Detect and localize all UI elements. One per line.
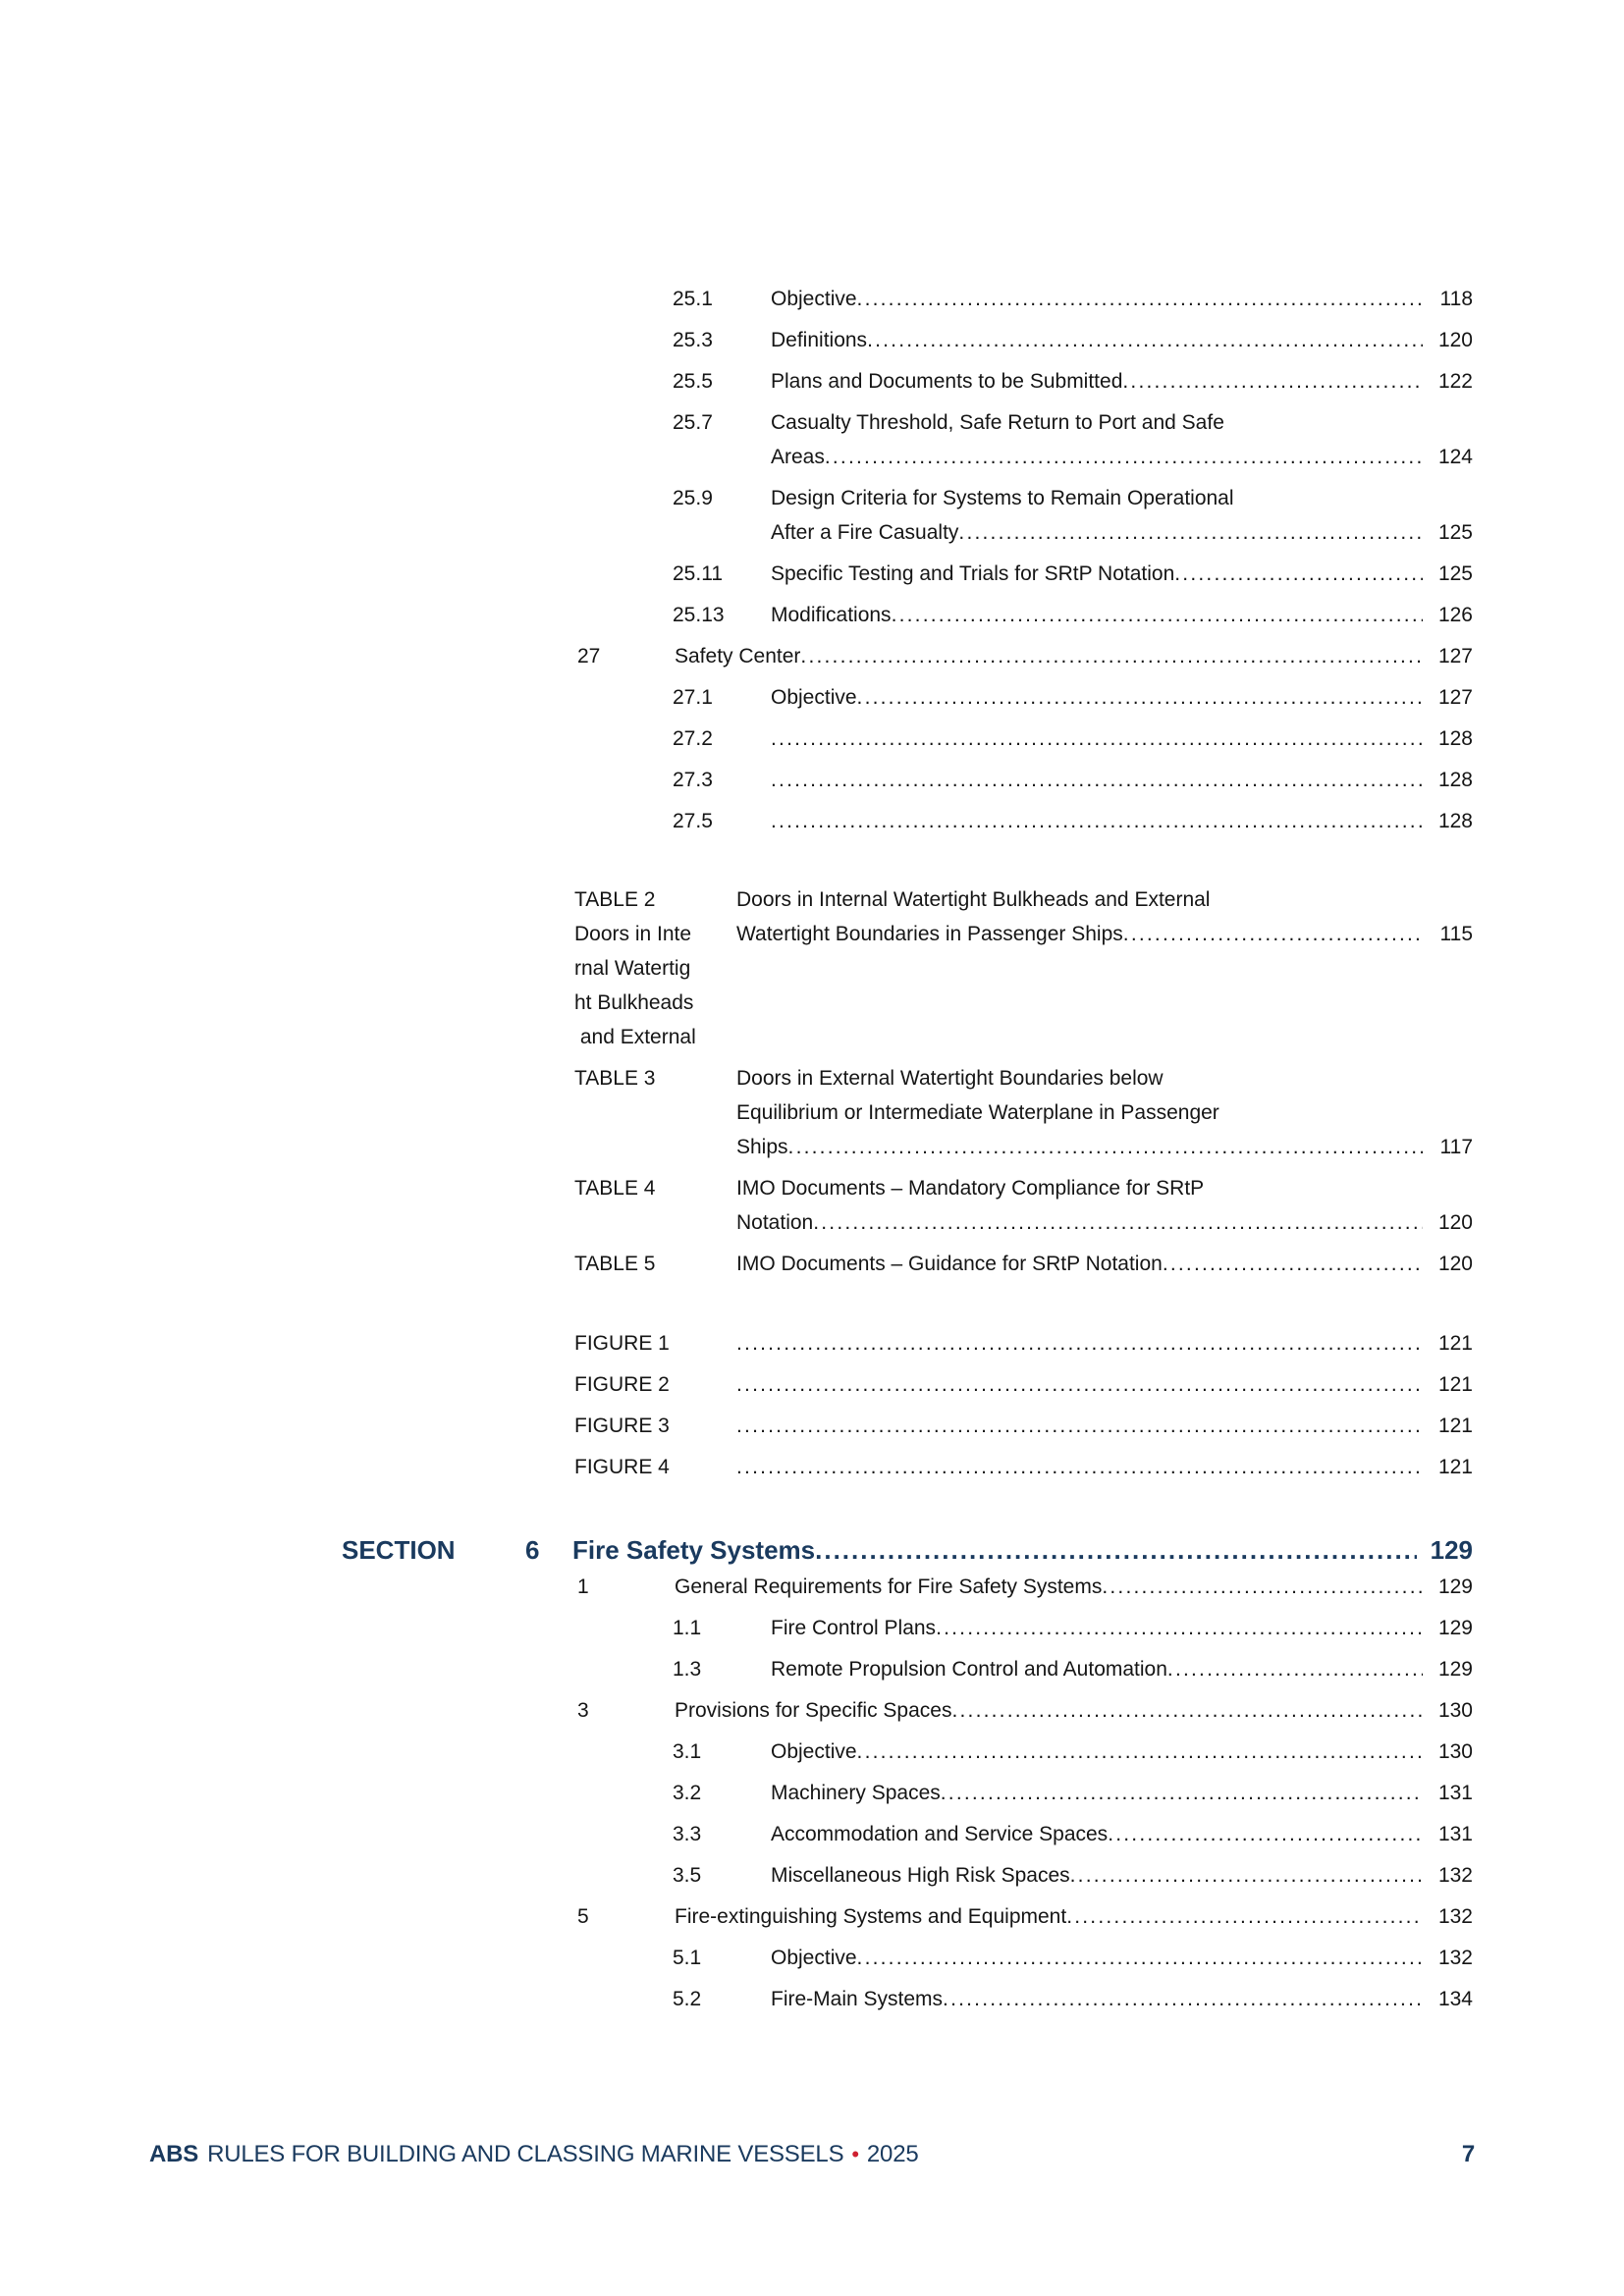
toc-entry-page: 127 (1437, 686, 1473, 709)
toc-entry-page: 125 (1437, 562, 1473, 585)
dot-leader (1174, 557, 1423, 591)
toc-entry-number: 3.2 (673, 1782, 702, 1804)
toc-entry-page: 132 (1437, 1905, 1473, 1928)
toc-entry-line (771, 763, 1473, 797)
toc-entry-body (736, 1450, 1473, 1484)
toc-entry-title-continued: Watertight Boundaries in Passenger Ships (736, 923, 1123, 945)
footer-bullet-icon: • (851, 2142, 859, 2166)
toc-figure-label (574, 1326, 736, 1361)
toc-figure-label-line: FIGURE 4 (574, 1456, 670, 1478)
toc-entry-line (675, 1693, 1473, 1728)
toc-entry-body (675, 1899, 1473, 1934)
dot-leader (736, 1409, 1423, 1443)
toc-entry-page: 134 (1437, 1988, 1473, 2010)
dot-leader (1066, 1899, 1423, 1934)
toc-entry-page: 129 (1437, 1575, 1473, 1598)
toc-figure-entry[interactable] (342, 1409, 1473, 1443)
toc-entry-body (771, 1982, 1473, 2016)
toc-entry-title: Design Criteria for Systems to Remain Operational (771, 487, 1234, 509)
toc-entry[interactable] (342, 639, 1473, 673)
toc-entry-line (771, 364, 1473, 399)
toc-entry[interactable] (342, 1611, 1473, 1645)
toc-table-label (574, 1061, 736, 1164)
toc-entry-line (771, 1858, 1473, 1893)
toc-entry-title: Objective (771, 1947, 857, 1969)
toc-entry-body (771, 1776, 1473, 1810)
dot-leader (857, 282, 1423, 316)
toc-entry-page: 120 (1437, 1253, 1473, 1275)
dot-leader (892, 598, 1423, 632)
toc-table-label-line: and External (574, 1026, 696, 1048)
toc-table-entry[interactable] (342, 882, 1473, 1054)
toc-entry-page: 122 (1437, 370, 1473, 393)
toc-entry-title: Safety Center (675, 645, 801, 667)
dot-leader (936, 1611, 1423, 1645)
toc-entry-body (771, 1735, 1473, 1769)
toc-entry-title: Doors in Internal Watertight Bulkheads and External (736, 888, 1211, 911)
toc-entry-title: Casualty Threshold, Safe Return to Port and Safe (771, 411, 1224, 434)
toc-entry-page: 130 (1437, 1699, 1473, 1722)
toc-entry-page: 132 (1437, 1864, 1473, 1887)
toc-table-label-line: TABLE 3 (574, 1067, 656, 1090)
toc-entry-number: 25.1 (673, 288, 713, 310)
toc-entry-line (771, 405, 1473, 440)
toc-entry-page: 128 (1437, 769, 1473, 791)
toc-entry-page: 125 (1437, 521, 1473, 544)
toc-block-section6 (342, 1532, 1473, 2023)
toc-entry[interactable] (342, 763, 1473, 797)
toc-entry[interactable] (342, 1735, 1473, 1769)
toc-entry-page: 131 (1437, 1782, 1473, 1804)
dot-leader (1123, 917, 1423, 951)
dot-leader (825, 440, 1423, 474)
dot-leader (1108, 1817, 1423, 1851)
dot-leader (800, 639, 1423, 673)
dot-leader (867, 323, 1423, 357)
toc-entry[interactable] (342, 804, 1473, 838)
toc-entry-title: Objective (771, 288, 857, 310)
dot-leader (951, 1693, 1423, 1728)
toc-entry[interactable] (342, 1982, 1473, 2016)
toc-figure-label-line: FIGURE 3 (574, 1415, 670, 1437)
toc-entry-line (771, 1652, 1473, 1686)
toc-entry-page: 128 (1437, 810, 1473, 832)
footer-year: 2025 (866, 2141, 919, 2167)
toc-entry-title: Accommodation and Service Spaces (771, 1823, 1109, 1845)
toc-entry-line (771, 440, 1473, 474)
dot-leader (736, 1450, 1423, 1484)
toc-entry-page: 121 (1437, 1373, 1473, 1396)
toc-entry-page: 121 (1437, 1456, 1473, 1478)
toc-entry-body (572, 1532, 1473, 1568)
toc-figure-label-line: FIGURE 1 (574, 1332, 670, 1355)
toc-entry[interactable] (342, 1858, 1473, 1893)
dot-leader (788, 1130, 1423, 1164)
toc-entry-page: 128 (1437, 727, 1473, 750)
toc-entry[interactable] (342, 1776, 1473, 1810)
toc-entry-number: 27 (577, 645, 601, 667)
toc-entry-line (736, 1450, 1473, 1484)
toc-entry-line (771, 680, 1473, 715)
dot-leader (857, 680, 1423, 715)
toc-entry[interactable] (342, 481, 1473, 550)
toc-entry-page: 121 (1437, 1415, 1473, 1437)
toc-entry-number: 27.5 (673, 810, 713, 832)
toc-entry-number: 25.5 (673, 370, 713, 393)
toc-entry-line (771, 1735, 1473, 1769)
toc-entry-line (771, 598, 1473, 632)
toc-entry-page: 121 (1437, 1332, 1473, 1355)
toc-table-label (574, 1247, 736, 1281)
toc-entry-title-continued: After a Fire Casualty (771, 521, 959, 544)
toc-entry-number: 3 (577, 1699, 589, 1722)
toc-entry-body (771, 282, 1473, 316)
toc-entry-title-continued: Notation (736, 1211, 814, 1234)
toc-entry-title: IMO Documents – Guidance for SRtP Notation (736, 1253, 1163, 1275)
toc-table-label-line: ht Bulkheads (574, 991, 694, 1014)
toc-entry-body (771, 1941, 1473, 1975)
toc-entry-body (736, 1247, 1473, 1281)
dot-leader (815, 1532, 1417, 1568)
toc-entry-line (736, 1171, 1473, 1205)
toc-entry-line (771, 481, 1473, 515)
toc-entry[interactable] (342, 282, 1473, 316)
toc-entry-line (771, 557, 1473, 591)
toc-entry-number: 3.3 (673, 1823, 702, 1845)
toc-entry[interactable] (342, 557, 1473, 591)
toc-entry-body (736, 1061, 1473, 1164)
toc-entry-title: General Requirements for Fire Safety Systems (675, 1575, 1103, 1598)
toc-entry-line (675, 1899, 1473, 1934)
toc-entry-page: 129 (1437, 1617, 1473, 1639)
toc-entry-title: Fire Control Plans (771, 1617, 937, 1639)
toc-figure-label (574, 1367, 736, 1402)
toc-entry-body (771, 405, 1473, 474)
toc-entry-line (736, 882, 1473, 917)
toc-entry-body (771, 1817, 1473, 1851)
toc-entry-body (736, 1367, 1473, 1402)
toc-entry-line (736, 1205, 1473, 1240)
toc-entry[interactable] (342, 1899, 1473, 1934)
toc-entry-body (675, 639, 1473, 673)
dot-leader (736, 1367, 1423, 1402)
toc-block-tables (342, 882, 1473, 1288)
toc-entry[interactable] (342, 323, 1473, 357)
toc-table-label-line: TABLE 4 (574, 1177, 656, 1200)
toc-entry-number: 1 (577, 1575, 589, 1598)
toc-entry-number: 25.7 (673, 411, 713, 434)
toc-entry-number: 27.2 (673, 727, 713, 750)
toc-entry-title: Plans and Documents to be Submitted (771, 370, 1123, 393)
toc-entry-line (736, 1247, 1473, 1281)
toc-figure-entry[interactable] (342, 1367, 1473, 1402)
toc-block-subsections (342, 282, 1473, 845)
toc-entry-number: 25.11 (673, 562, 723, 585)
toc-entry-title: Doors in External Watertight Boundaries below (736, 1067, 1164, 1090)
toc-entry[interactable] (342, 1941, 1473, 1975)
dot-leader (771, 721, 1423, 756)
toc-entry-body (675, 1570, 1473, 1604)
toc-entry-number: 1.1 (673, 1617, 702, 1639)
dot-leader (1167, 1652, 1423, 1686)
toc-entry[interactable] (342, 598, 1473, 632)
dot-leader (943, 1982, 1423, 2016)
toc-entry[interactable] (342, 364, 1473, 399)
toc-entry-line (771, 1611, 1473, 1645)
toc-table-label-line: TABLE 5 (574, 1253, 656, 1275)
toc-entry-line (736, 1409, 1473, 1443)
toc-entry-line (771, 1982, 1473, 2016)
toc-entry-body (771, 557, 1473, 591)
toc-entry-page: 130 (1437, 1740, 1473, 1763)
footer-brand: ABS (149, 2141, 199, 2167)
toc-entry-title-continued: Equilibrium or Intermediate Waterplane in Passenger (736, 1101, 1219, 1124)
toc-entry-page: 127 (1437, 645, 1473, 667)
toc-entry-line (736, 1095, 1473, 1130)
toc-entry-title: Machinery Spaces (771, 1782, 941, 1804)
toc-entry-number: 25.9 (673, 487, 713, 509)
toc-entry-number: 1.3 (673, 1658, 702, 1681)
toc-entry-body (736, 1171, 1473, 1240)
toc-figure-label (574, 1450, 736, 1484)
toc-entry-line (736, 917, 1473, 951)
toc-entry[interactable] (342, 1570, 1473, 1604)
toc-entry-line (675, 1570, 1473, 1604)
toc-entry-title: Provisions for Specific Spaces (675, 1699, 952, 1722)
toc-entry-number: 5 (577, 1905, 589, 1928)
toc-entry-number: 25.13 (673, 604, 725, 626)
dot-leader (1122, 364, 1423, 399)
toc-entry-number: 3.1 (673, 1740, 702, 1763)
toc-entry-body (771, 1611, 1473, 1645)
toc-entry-title: Remote Propulsion Control and Automation (771, 1658, 1167, 1681)
toc-entry-title: Objective (771, 1740, 857, 1763)
footer-title: RULES FOR BUILDING AND CLASSING MARINE VESSELS (207, 2141, 844, 2167)
toc-entry[interactable] (342, 405, 1473, 474)
toc-entry-line (771, 1941, 1473, 1975)
toc-entry-body (771, 721, 1473, 756)
dot-leader (736, 1326, 1423, 1361)
toc-entry-body (771, 804, 1473, 838)
toc-table-label-line: TABLE 2 (574, 888, 656, 911)
toc-entry-body (771, 598, 1473, 632)
toc-entry-line (771, 721, 1473, 756)
toc-figure-label-line: FIGURE 2 (574, 1373, 670, 1396)
toc-entry-body (771, 763, 1473, 797)
toc-entry-line (771, 804, 1473, 838)
dot-leader (857, 1941, 1423, 1975)
toc-entry-body (771, 680, 1473, 715)
section-heading-number: 6 (525, 1535, 540, 1565)
dot-leader (771, 763, 1423, 797)
footer-text (149, 2140, 919, 2169)
dot-leader (1163, 1247, 1423, 1281)
toc-entry-line (736, 1326, 1473, 1361)
toc-entry-title: Fire-extinguishing Systems and Equipment (675, 1905, 1067, 1928)
toc-block-figures (342, 1326, 1473, 1491)
toc-entry-body (675, 1693, 1473, 1728)
toc-entry-body (736, 1409, 1473, 1443)
toc-entry[interactable] (342, 1693, 1473, 1728)
dot-leader (813, 1205, 1423, 1240)
toc-entry-page: 124 (1437, 446, 1473, 468)
toc-table-label (574, 1171, 736, 1240)
toc-entry-line (675, 639, 1473, 673)
toc-entry[interactable] (342, 680, 1473, 715)
toc-entry[interactable] (342, 1817, 1473, 1851)
toc-entry-page: 131 (1437, 1823, 1473, 1845)
toc-entry-body (736, 1326, 1473, 1361)
toc-entry-title-continued: Ships (736, 1136, 788, 1158)
toc-entry-number: 27.1 (673, 686, 713, 709)
dot-leader (857, 1735, 1423, 1769)
toc-entry-page: 120 (1437, 329, 1473, 351)
toc-entry-line (771, 1817, 1473, 1851)
dot-leader (1070, 1858, 1423, 1893)
toc-entry-body (771, 481, 1473, 550)
toc-table-entry[interactable] (342, 1247, 1473, 1281)
dot-leader (941, 1776, 1423, 1810)
toc-entry-line (736, 1367, 1473, 1402)
toc-entry-line (771, 282, 1473, 316)
toc-entry-body (736, 882, 1473, 1054)
footer-page-number: 7 (1461, 2141, 1475, 2167)
toc-entry-number: 27.3 (673, 769, 713, 791)
toc-table-label-line: rnal Watertig (574, 957, 691, 980)
toc-entry-page: 126 (1437, 604, 1473, 626)
toc-entry-title: Modifications (771, 604, 892, 626)
toc-entry-page: 129 (1437, 1658, 1473, 1681)
toc-figure-entry[interactable] (342, 1326, 1473, 1361)
toc-entry-body (771, 1652, 1473, 1686)
toc-entry-line (771, 515, 1473, 550)
toc-entry-line (572, 1532, 1473, 1568)
toc-entry-title: Specific Testing and Trials for SRtP Notation (771, 562, 1175, 585)
toc-table-entry[interactable] (342, 1171, 1473, 1240)
toc-entry-line (771, 1776, 1473, 1810)
toc-entry[interactable] (342, 1652, 1473, 1686)
page-footer (149, 2140, 1475, 2169)
toc-entry-line (736, 1061, 1473, 1095)
toc-entry-title: Definitions (771, 329, 868, 351)
toc-entry-body (771, 364, 1473, 399)
toc-table-entry[interactable] (342, 1061, 1473, 1164)
dot-leader (1102, 1570, 1423, 1604)
toc-entry-page: 115 (1439, 923, 1473, 945)
toc-entry-page: 117 (1439, 1136, 1473, 1158)
section-heading-title: Fire Safety Systems (572, 1535, 816, 1565)
toc-entry-page: 120 (1437, 1211, 1473, 1234)
dot-leader (958, 515, 1423, 550)
toc-entry-body (771, 1858, 1473, 1893)
toc-figure-entry[interactable] (342, 1450, 1473, 1484)
toc-entry-title: Miscellaneous High Risk Spaces (771, 1864, 1070, 1887)
toc-figure-label (574, 1409, 736, 1443)
toc-table-label-line: Doors in Inte (574, 923, 692, 945)
toc-entry-number: 5.2 (673, 1988, 702, 2010)
toc-entry-title: Fire-Main Systems (771, 1988, 944, 2010)
toc-entry-title-continued: Areas (771, 446, 825, 468)
section-heading-label: SECTION (342, 1535, 456, 1565)
toc-entry-page: 132 (1437, 1947, 1473, 1969)
toc-entry-number: 3.5 (673, 1864, 702, 1887)
toc-entry-page: 118 (1439, 288, 1473, 310)
toc-entry-number: 25.3 (673, 329, 713, 351)
toc-table-label (574, 882, 736, 1054)
toc-entry-number: 5.1 (673, 1947, 702, 1969)
toc-entry-line (771, 323, 1473, 357)
toc-entry[interactable] (342, 721, 1473, 756)
toc-entry-body (771, 323, 1473, 357)
dot-leader (771, 804, 1423, 838)
section-heading[interactable] (342, 1532, 1473, 1568)
section-heading-page: 129 (1430, 1535, 1473, 1565)
toc-entry-title: IMO Documents – Mandatory Compliance for SRtP (736, 1177, 1205, 1200)
toc-entry-line (736, 1130, 1473, 1164)
toc-entry-title: Objective (771, 686, 857, 709)
